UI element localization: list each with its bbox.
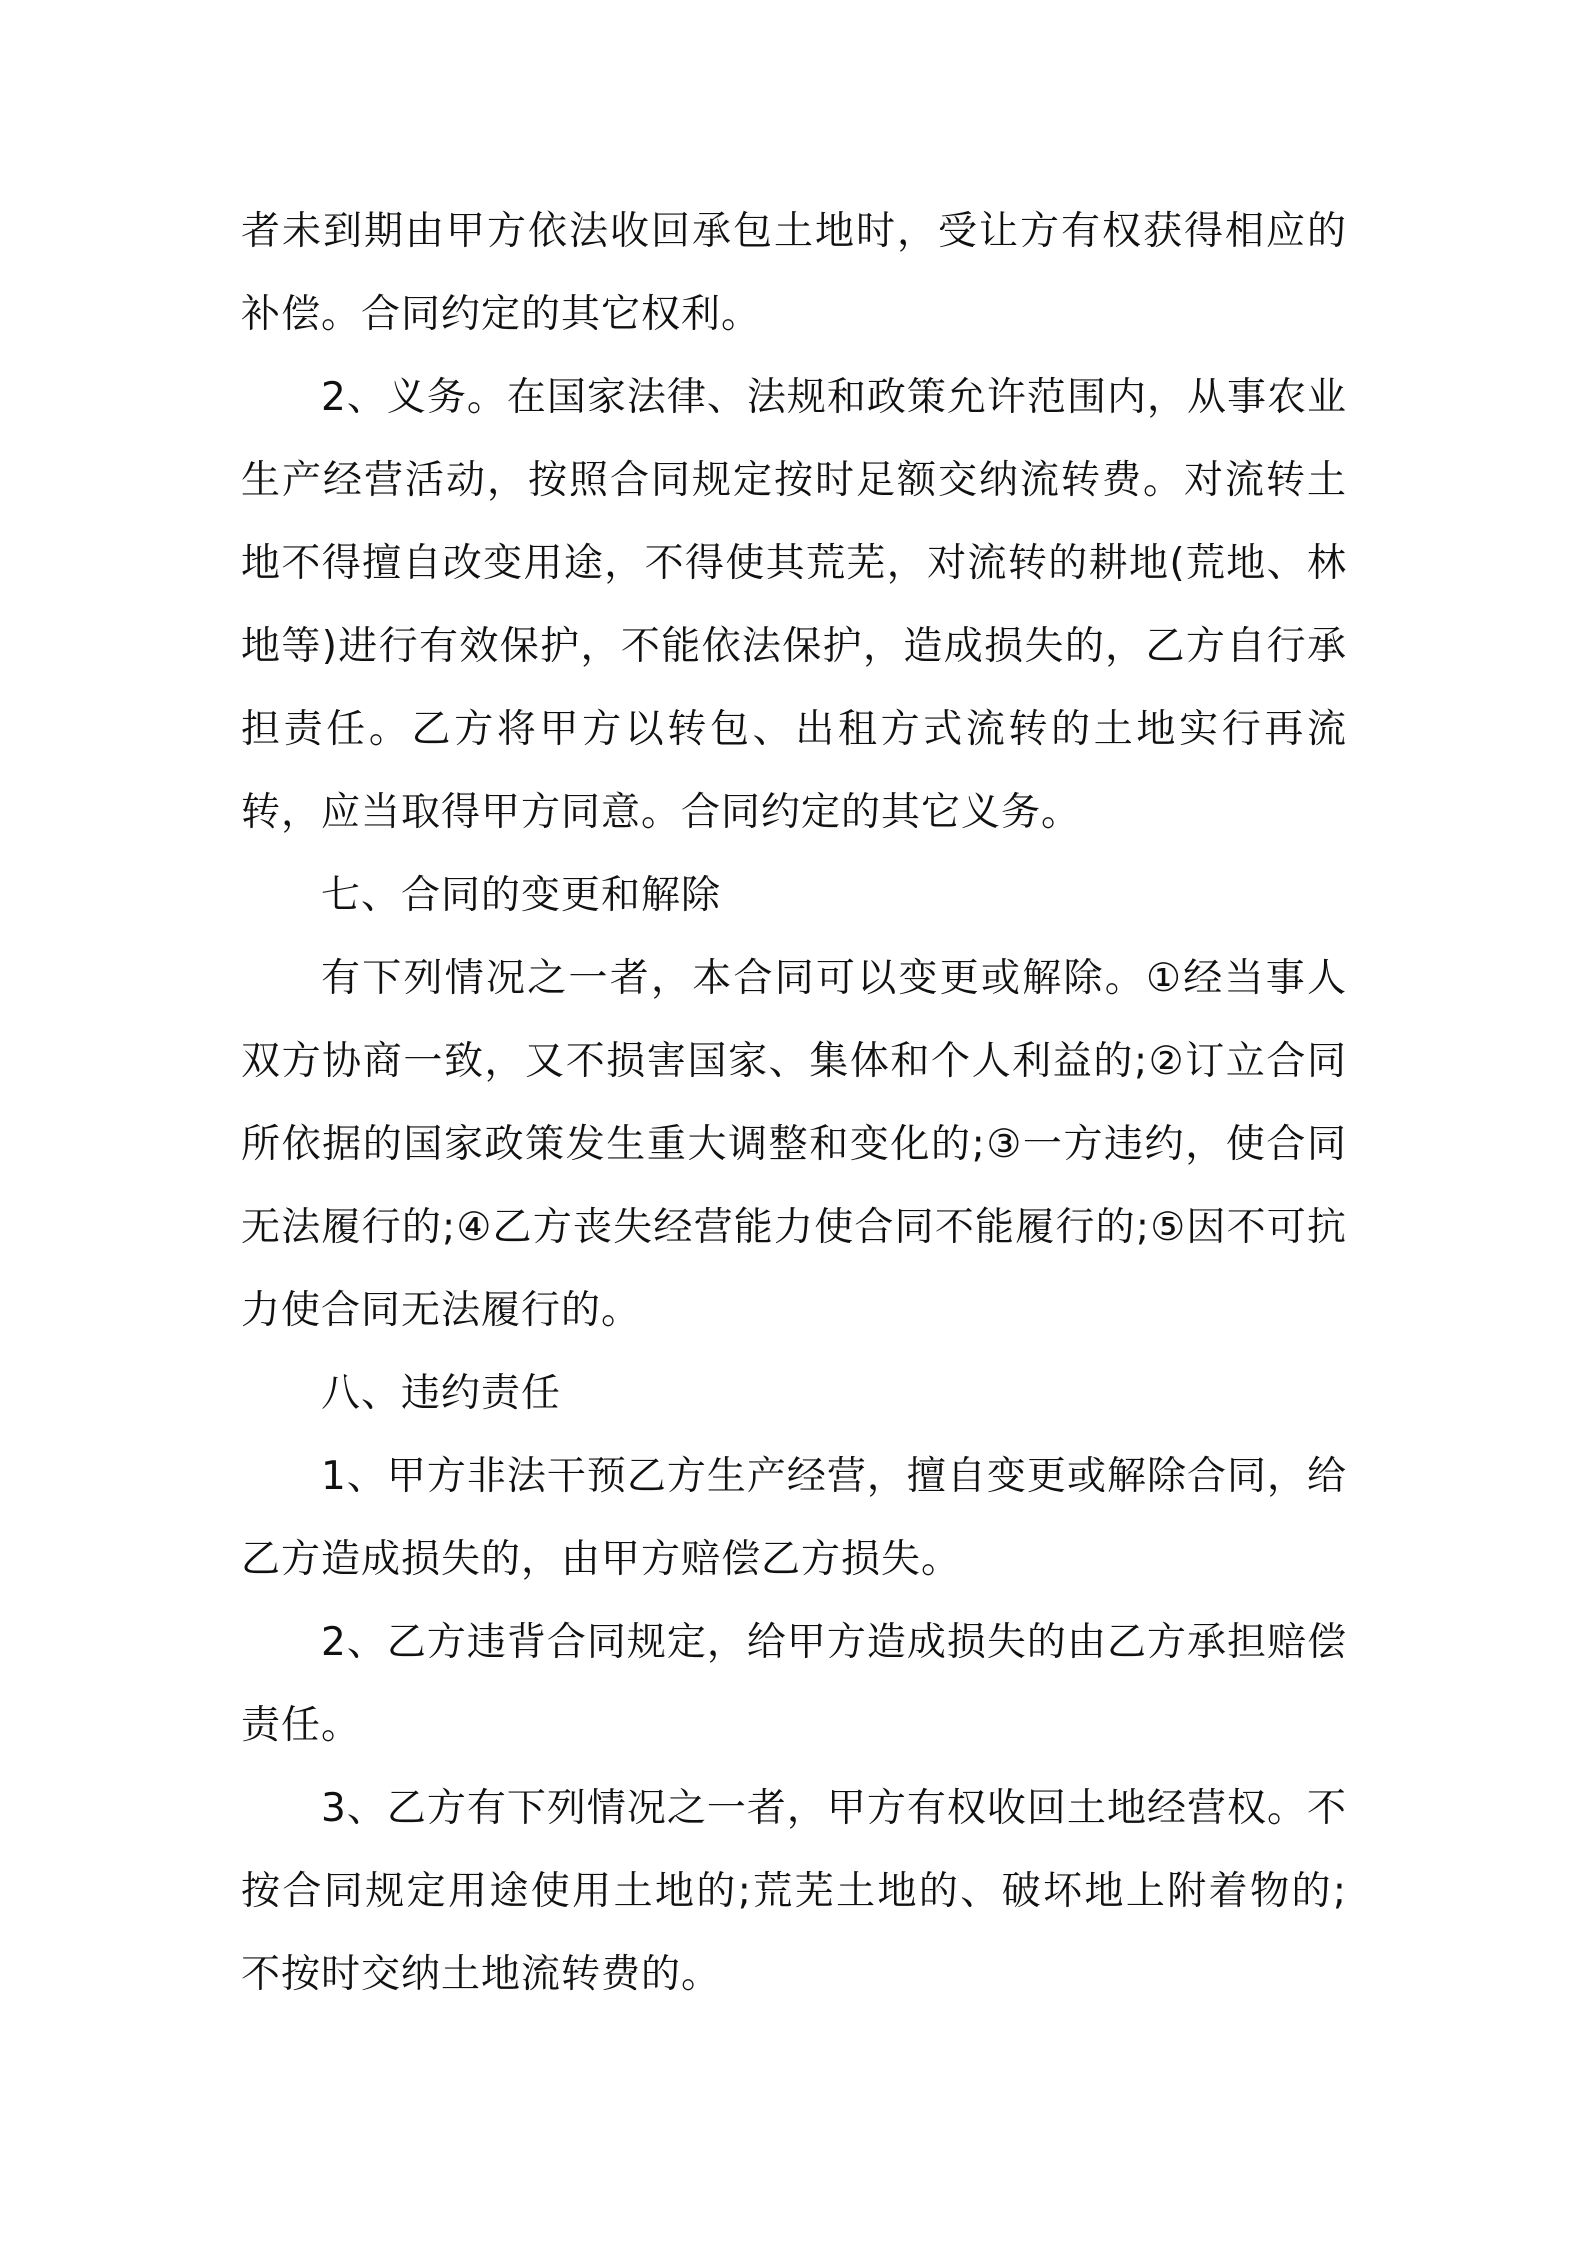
document-page [241, 190, 1347, 2016]
paragraph-obligations: 2、义务。在国家法律、法规和政策允许范围内，从事农业生产经营活动，按照合同规定按时足额交纳流转费。对流转土地不得擅自改变用途，不得使其荒芜，对流转的耕地(荒地、林地等)进行有效保护，不能依法保护，造成损失的，乙方自行承担责任。乙方将甲方以转包、出租方式流转的土地实行再流转，应当取得甲方同意。合同约定的其它义务。 [241, 375, 1347, 835]
paragraph-rights-continued: 者未到期由甲方依法收回承包土地时，受让方有权获得相应的补偿。合同约定的其它权利。 [241, 209, 1347, 337]
paragraph-land-recovery: 3、乙方有下列情况之一者，甲方有权收回土地经营权。不按合同规定用途使用土地的;荒芜土地的、破坏地上附着物的;不按时交纳土地流转费的。 [241, 1786, 1347, 1997]
section-heading-breach-liability: 八、违约责任 [321, 1371, 562, 1416]
paragraph-change-conditions: 有下列情况之一者，本合同可以变更或解除。①经当事人双方协商一致，又不损害国家、集体和个人利益的;②订立合同所依据的国家政策发生重大调整和变化的;③一方违约，使合同无法履行的;④乙方丧失经营能力使合同不能履行的;⑤因不可抗力使合同无法履行的。 [241, 956, 1347, 1333]
section-heading-contract-change: 七、合同的变更和解除 [321, 873, 722, 918]
paragraph-liability-party-b: 2、乙方违背合同规定，给甲方造成损失的由乙方承担赔偿责任。 [241, 1620, 1347, 1748]
paragraph-liability-party-a: 1、甲方非法干预乙方生产经营，擅自变更或解除合同，给乙方造成损失的，由甲方赔偿乙方损失。 [241, 1454, 1347, 1582]
